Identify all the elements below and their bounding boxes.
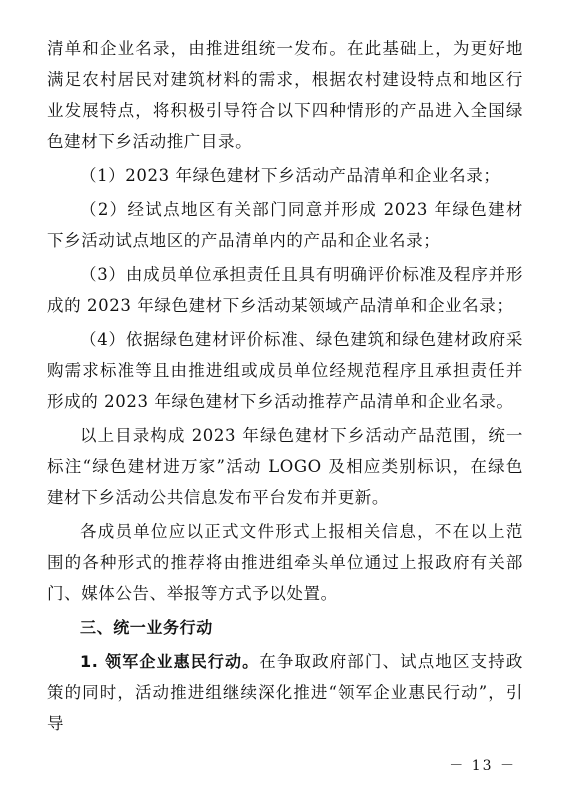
paragraph-intro: 清单和企业名录，由推进组统一发布。在此基础上，为更好地满足农村居民对建筑材料的需求，根据农村建设特点和地区行业发展特点，将积极引导符合以下四种情形的产品进入全国绿色建材下乡活动推广目录。: [47, 39, 523, 151]
list-item-1: （1）2023 年绿色建材下乡活动产品清单和企业名录；: [80, 166, 501, 185]
list-item-3: （3）由成员单位承担责任且具有明确评价标准及程序并形成的 2023 年绿色建材下乡活动某领域产品清单和企业名录；: [47, 265, 523, 315]
section-heading: 三、统一业务行动: [80, 618, 213, 637]
paragraph-text: 在争取政府部门、试点地区支持政策的同时，活动推进组继续深化推进“领军企业惠民行动”，引导: [47, 652, 524, 733]
paragraph-reporting: 各成员单位应以正式文件形式上报相关信息，不在以上范围的各种形式的推荐将由推进组牵头单位通过上报政府有关部门、媒体公告、举报等方式予以处置。: [47, 522, 523, 603]
paragraph-lead: 1. 领军企业惠民行动。: [80, 652, 260, 671]
paragraph-leading-enterprises: [47, 646, 523, 739]
page-number: － 13 －: [449, 758, 516, 774]
list-item-2: （2）经试点地区有关部门同意并形成 2023 年绿色建材下乡活动试点地区的产品清单内的产品和企业名录；: [47, 200, 523, 250]
list-item-4: （4）依据绿色建材评价标准、绿色建筑和绿色建材政府采购需求标准等且由推进组或成员单位经规范程序且承担责任并形成的 2023 年绿色建材下乡活动推荐产品清单和企业名录。: [47, 330, 523, 411]
document-body: [47, 33, 523, 742]
paragraph-scope: 以上目录构成 2023 年绿色建材下乡活动产品范围，统一标注“绿色建材进万家”活动 LOGO 及相应类别标识，在绿色建材下乡活动公共信息发布平台发布并更新。: [47, 426, 523, 507]
